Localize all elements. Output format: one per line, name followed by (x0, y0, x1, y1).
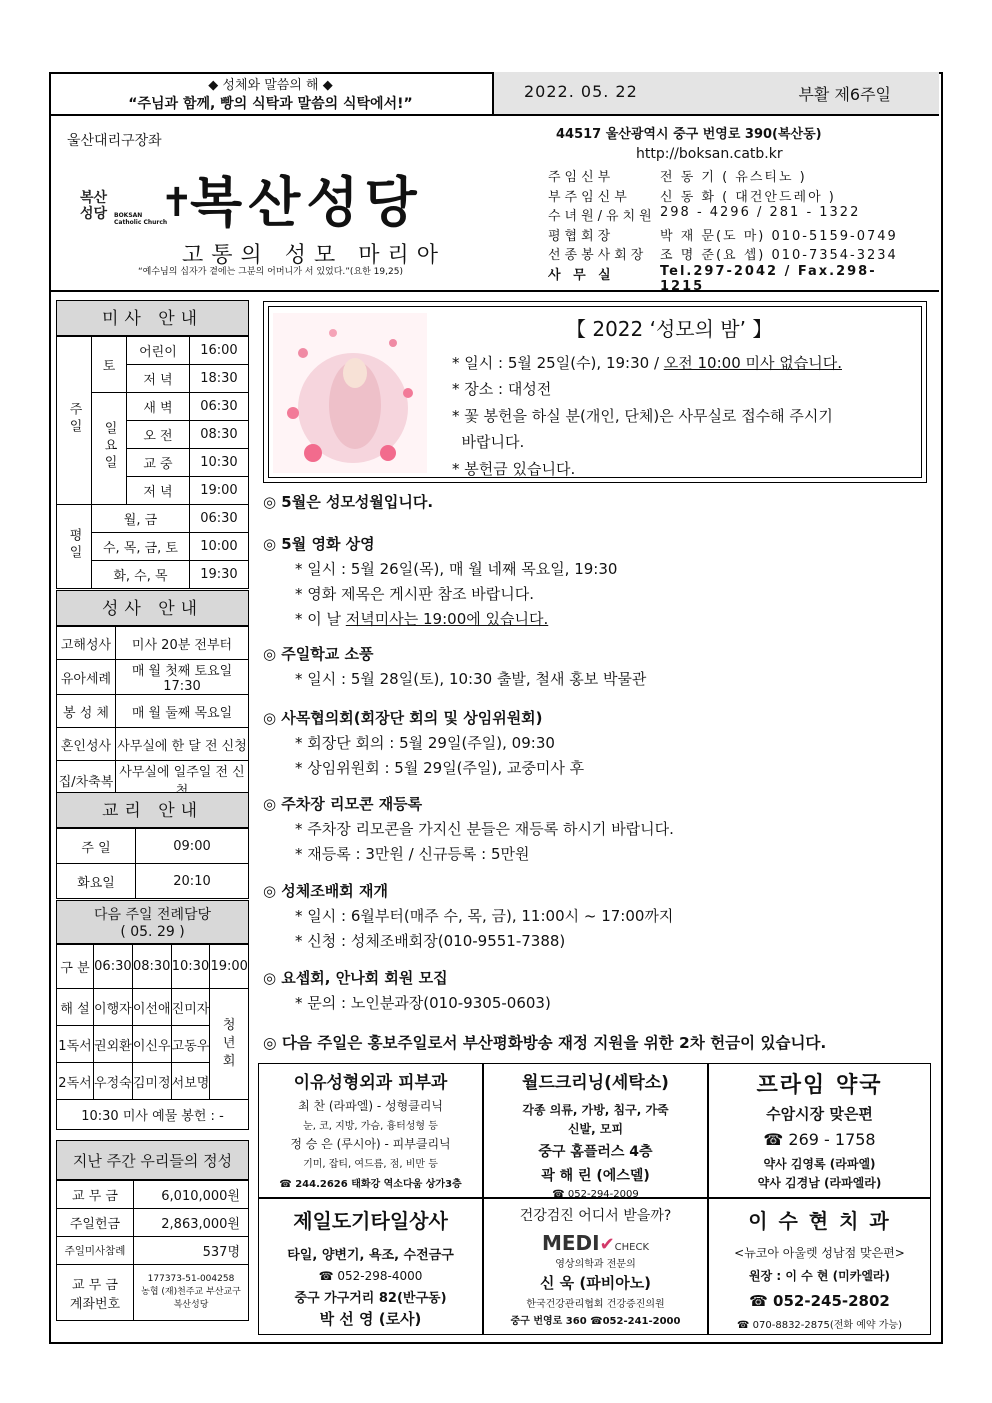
sacrament-value: 매 월 첫째 토요일 17:30 (116, 660, 249, 695)
ad-laundry: 월드크리닝(세탁소) 각종 의류, 가방, 침구, 가죽 신발, 모피 중구 홈플러스 4층 곽 해 린 (에스델) ☎ 052-294-2009 (483, 1063, 708, 1198)
church-name: 복산성당 (190, 171, 423, 234)
website-link[interactable]: http://boksan.catb.kr (636, 146, 783, 162)
mass-time: 19:30 (189, 561, 248, 589)
liturgy-row-label: 1독서 (57, 1026, 94, 1063)
logo-text: 복산 성당 (80, 190, 108, 222)
doctrine-value: 09:00 (136, 829, 249, 864)
mass-label: 저 녁 (127, 477, 190, 505)
sacrament-label: 봉 성 체 (57, 695, 116, 728)
offering-value: 2,863,000원 (134, 1209, 249, 1237)
mass-label: 새 벽 (127, 393, 190, 421)
liturgy-head: 08:30 (132, 945, 171, 989)
staff-row: 사 무 실 Tel.297-2042 / Fax.298-1215 (548, 263, 877, 294)
liturgy-cell: 김미정 (132, 1063, 171, 1100)
staff-row: 주임신부 전 동 기 ( 유스티노 ) (548, 170, 807, 185)
ad-dentist: 이 수 현 치 과 <뉴코아 아울렛 성남점 맞은편> 원장 : 이 수 현 (미카엘라) ☎ 052-245-2802 ☎ 070-8832-2875(전화 예약 가능) (708, 1198, 931, 1335)
offering-value: 6,010,000원 (134, 1181, 249, 1209)
logo-english: BOKSAN Catholic Church (114, 212, 168, 226)
ad-tile: 제일도기타일상사 타일, 양변기, 욕조, 수전금구 ☎ 052-298-4000 중구 가구거리 82(반구동) 박 선 영 (로사) (258, 1198, 483, 1335)
bulletin-date: 2022. 05. 22 (524, 82, 638, 101)
liturgy-head: 06:30 (94, 945, 133, 989)
mass-label: 오 전 (127, 421, 190, 449)
offerings-title: 지난 주간 우리들의 정성 (56, 1140, 249, 1180)
mass-time: 16:00 (189, 337, 248, 365)
masthead-divider (49, 290, 939, 292)
sacrament-label: 유아세례 (57, 660, 116, 695)
theme-box (49, 72, 494, 114)
sacrament-section (56, 590, 249, 800)
mass-time: 06:30 (189, 393, 248, 421)
announcement: ◎ 5월은 성모성월입니다. (263, 493, 434, 511)
mass-time: 06:30 (189, 505, 248, 533)
staff-row: 부주임신부 신 동 화 ( 대건안드레아 ) (548, 189, 836, 205)
liturgy-cell: 이행자 (94, 989, 133, 1026)
liturgy-table (56, 944, 249, 1130)
ad-pharmacy: 프라임 약국 수암시장 맞은편 ☎ 269 - 1758 약사 김영록 (라파엘) 약사 김경남 (라파엘라) (708, 1063, 931, 1198)
liturgy-head: 구 분 (57, 945, 94, 989)
youth-group: 청 년 회 (210, 989, 249, 1100)
patron-saint: 고통의 성모 마리아 (182, 243, 447, 268)
doctrine-label: 화요일 (57, 864, 136, 899)
event-line: * 봉헌금 있습니다. (452, 460, 576, 478)
mass-time: 19:00 (189, 477, 248, 505)
announcement: ◎ 5월 영화 상영 * 일시 : 5월 26일(목), 매 월 네째 목요일, 19:30 * 영화 제목은 게시판 참조 바랍니다. * 이 날 저녁미사는 19:00에 있습니다. (263, 535, 618, 628)
liturgy-row-label: 해 설 (57, 989, 94, 1026)
address: 44517 울산광역시 중구 번영로 390(복산동) (556, 127, 822, 142)
mass-label: 교 중 (127, 449, 190, 477)
event-line: * 꽃 봉헌을 하실 분(개인, 단체)은 사무실로 접수해 주시기 (452, 407, 833, 425)
event-line: * 일시 : 5월 25일(수), 19:30 / 오전 10:00 미사 없습니다. (452, 354, 842, 372)
weekday-label: 평일 (57, 505, 92, 589)
sacrament-label: 고해성사 (57, 627, 116, 660)
liturgical-week: 부활 제6주일 (798, 85, 891, 104)
staff-list (548, 166, 898, 294)
diocese-label: 울산대리구장좌 (67, 133, 162, 149)
top-bar (49, 72, 939, 116)
sacrament-value: 매 월 둘째 목요일 (116, 695, 249, 728)
mass-title: 미사 안내 (56, 300, 249, 336)
offering-value: 537명 (134, 1237, 249, 1265)
sunday-label: 주일 (57, 337, 92, 505)
liturgy-header (56, 900, 249, 944)
account-value: 177373-51-004258 농협 (재)천주교 부산교구 복산성당 (134, 1265, 249, 1321)
mass-time: 08:30 (189, 421, 248, 449)
ad-clinic: 이유성형외과 피부과 최 찬 (라파엘) - 성형클리닉 눈, 코, 지방, 가슴, 흉터성형 등 정 승 은 (루시아) - 피부클리닉 기미, 잡티, 여드름, 점, 비만 등 ☎ 244.2626 태화강 역소다움 상가3층 (258, 1063, 483, 1198)
liturgy-head: 19:00 (210, 945, 249, 989)
offering-note: 10:30 미사 예물 봉헌 : - (57, 1100, 249, 1130)
announcement: ◎ 요셉회, 안나회 회원 모집 * 문의 : 노인분과장(010-9305-0603) (263, 969, 551, 1012)
mass-section (56, 300, 249, 589)
doctrine-table (56, 828, 249, 899)
mass-label: 저 녁 (127, 365, 190, 393)
mass-label: 월, 금 (92, 505, 190, 533)
sunday-day-label: 일요일 (92, 393, 127, 505)
doctrine-label: 주 일 (57, 829, 136, 864)
mass-label: 어린이 (127, 337, 190, 365)
doctrine-value: 20:10 (136, 864, 249, 899)
staff-row: 선종봉사회장 조 명 준(요 셉) 010-7354-3234 (548, 248, 898, 263)
cross-icon: ✝ (160, 180, 194, 226)
mass-table (56, 336, 249, 589)
liturgy-row-label: 2독서 (57, 1063, 94, 1100)
ad-medicheck: 건강검진 어디서 받을까? MEDI✔CHECK 영상의학과 전문의 신 욱 (파비아노) 한국건강관리협회 건강증진의원 중구 번영로 360 ☎052-241-2000 (483, 1198, 708, 1335)
liturgy-cell: 권외환 (94, 1026, 133, 1063)
doctrine-section (56, 792, 249, 899)
liturgy-cell: 이선애 (132, 989, 171, 1026)
mass-time: 10:00 (189, 533, 248, 561)
liturgy-cell: 서보명 (171, 1063, 210, 1100)
saturday-label: 토 (92, 337, 127, 393)
event-title: 【 2022 ‘성모의 밤’ 】 (566, 317, 773, 341)
theme-title: ◆ 성체와 말씀의 해 ◆ (208, 78, 333, 93)
liturgy-cell: 고동우 (171, 1026, 210, 1063)
liturgy-date: ( 05. 29 ) (120, 924, 185, 940)
account-label: 교 무 금 계좌번호 (57, 1265, 134, 1321)
offering-label: 교 무 금 (57, 1181, 134, 1209)
announcement: ◎ 주일학교 소풍 * 일시 : 5월 28일(토), 10:30 출발, 철새 홍보 박물관 (263, 645, 647, 688)
liturgy-section (56, 900, 249, 1130)
liturgy-cell: 이신우 (132, 1026, 171, 1063)
sacrament-label: 집/차축복 (57, 761, 116, 800)
sacrament-value: 사무실에 일주일 전 신 (116, 761, 249, 800)
mass-label: 화, 수, 목 (92, 561, 190, 589)
date-box (494, 72, 939, 114)
announcement: ◎ 주차장 리모콘 재등록 * 주차장 리모콘을 가지신 분들은 재등록 하시기 바랍니다. * 재등록 : 3만원 / 신규등록 : 5만원 (263, 795, 674, 863)
theme-motto: “주님과 함께, 빵의 식탁과 말씀의 식탁에서!” (128, 96, 413, 112)
event-line: 바랍니다. (452, 433, 525, 451)
verse: “예수님의 십자가 곁에는 그분의 어머니가 서 있었다.”(요한 19,25) (138, 267, 403, 277)
staff-row: 평협회장 박 재 문(도 마) 010-5159-0749 (548, 228, 898, 244)
offerings-table (56, 1180, 249, 1321)
liturgy-head: 10:30 (171, 945, 210, 989)
staff-row: 수녀원/유치원 298 - 4296 / 281 - 1322 (548, 205, 861, 224)
medicheck-logo: MEDI✔CHECK (541, 1231, 650, 1255)
sacrament-label: 혼인성사 (57, 728, 116, 761)
offering-label: 주일미사참례 (57, 1237, 134, 1265)
mass-time: 18:30 (189, 365, 248, 393)
announcement: ◎ 사목협의회(회장단 회의 및 상임위원회) * 회장단 회의 : 5월 29일(주일), 09:30 * 상임위원회 : 5월 29일(주일), 교중미사 후 (263, 709, 585, 777)
check-icon: ✔ (599, 1234, 615, 1255)
sacrament-table (56, 626, 249, 800)
liturgy-cell: 진미자 (171, 989, 210, 1026)
announcement: ◎ 성체조배회 재개 * 일시 : 6월부터(매주 수, 목, 금), 11:00시 ~ 17:00까지 * 신청 : 성체조배회장(010-9551-7388) (263, 882, 674, 950)
sacrament-value: 미사 20분 전부터 (116, 627, 249, 660)
event-line: * 장소 : 대성전 (452, 380, 552, 398)
mass-label: 수, 목, 금, 토 (92, 533, 190, 561)
sacrament-title: 성사 안내 (56, 590, 249, 626)
liturgy-title: 다음 주일 전례담당 (93, 907, 212, 923)
offerings-section (56, 1140, 249, 1321)
mass-time: 10:30 (189, 449, 248, 477)
sacrament-value: 사무실에 한 달 전 신청 (116, 728, 249, 761)
offering-label: 주일헌금 (57, 1209, 134, 1237)
doctrine-title: 교리 안내 (56, 792, 249, 828)
liturgy-cell: 우정숙 (94, 1063, 133, 1100)
announcement: ◎ 다음 주일은 홍보주일로서 부산평화방송 재정 지원을 위한 2차 헌금이 있습니다. (263, 1034, 827, 1052)
mary-image-icon (273, 313, 427, 473)
